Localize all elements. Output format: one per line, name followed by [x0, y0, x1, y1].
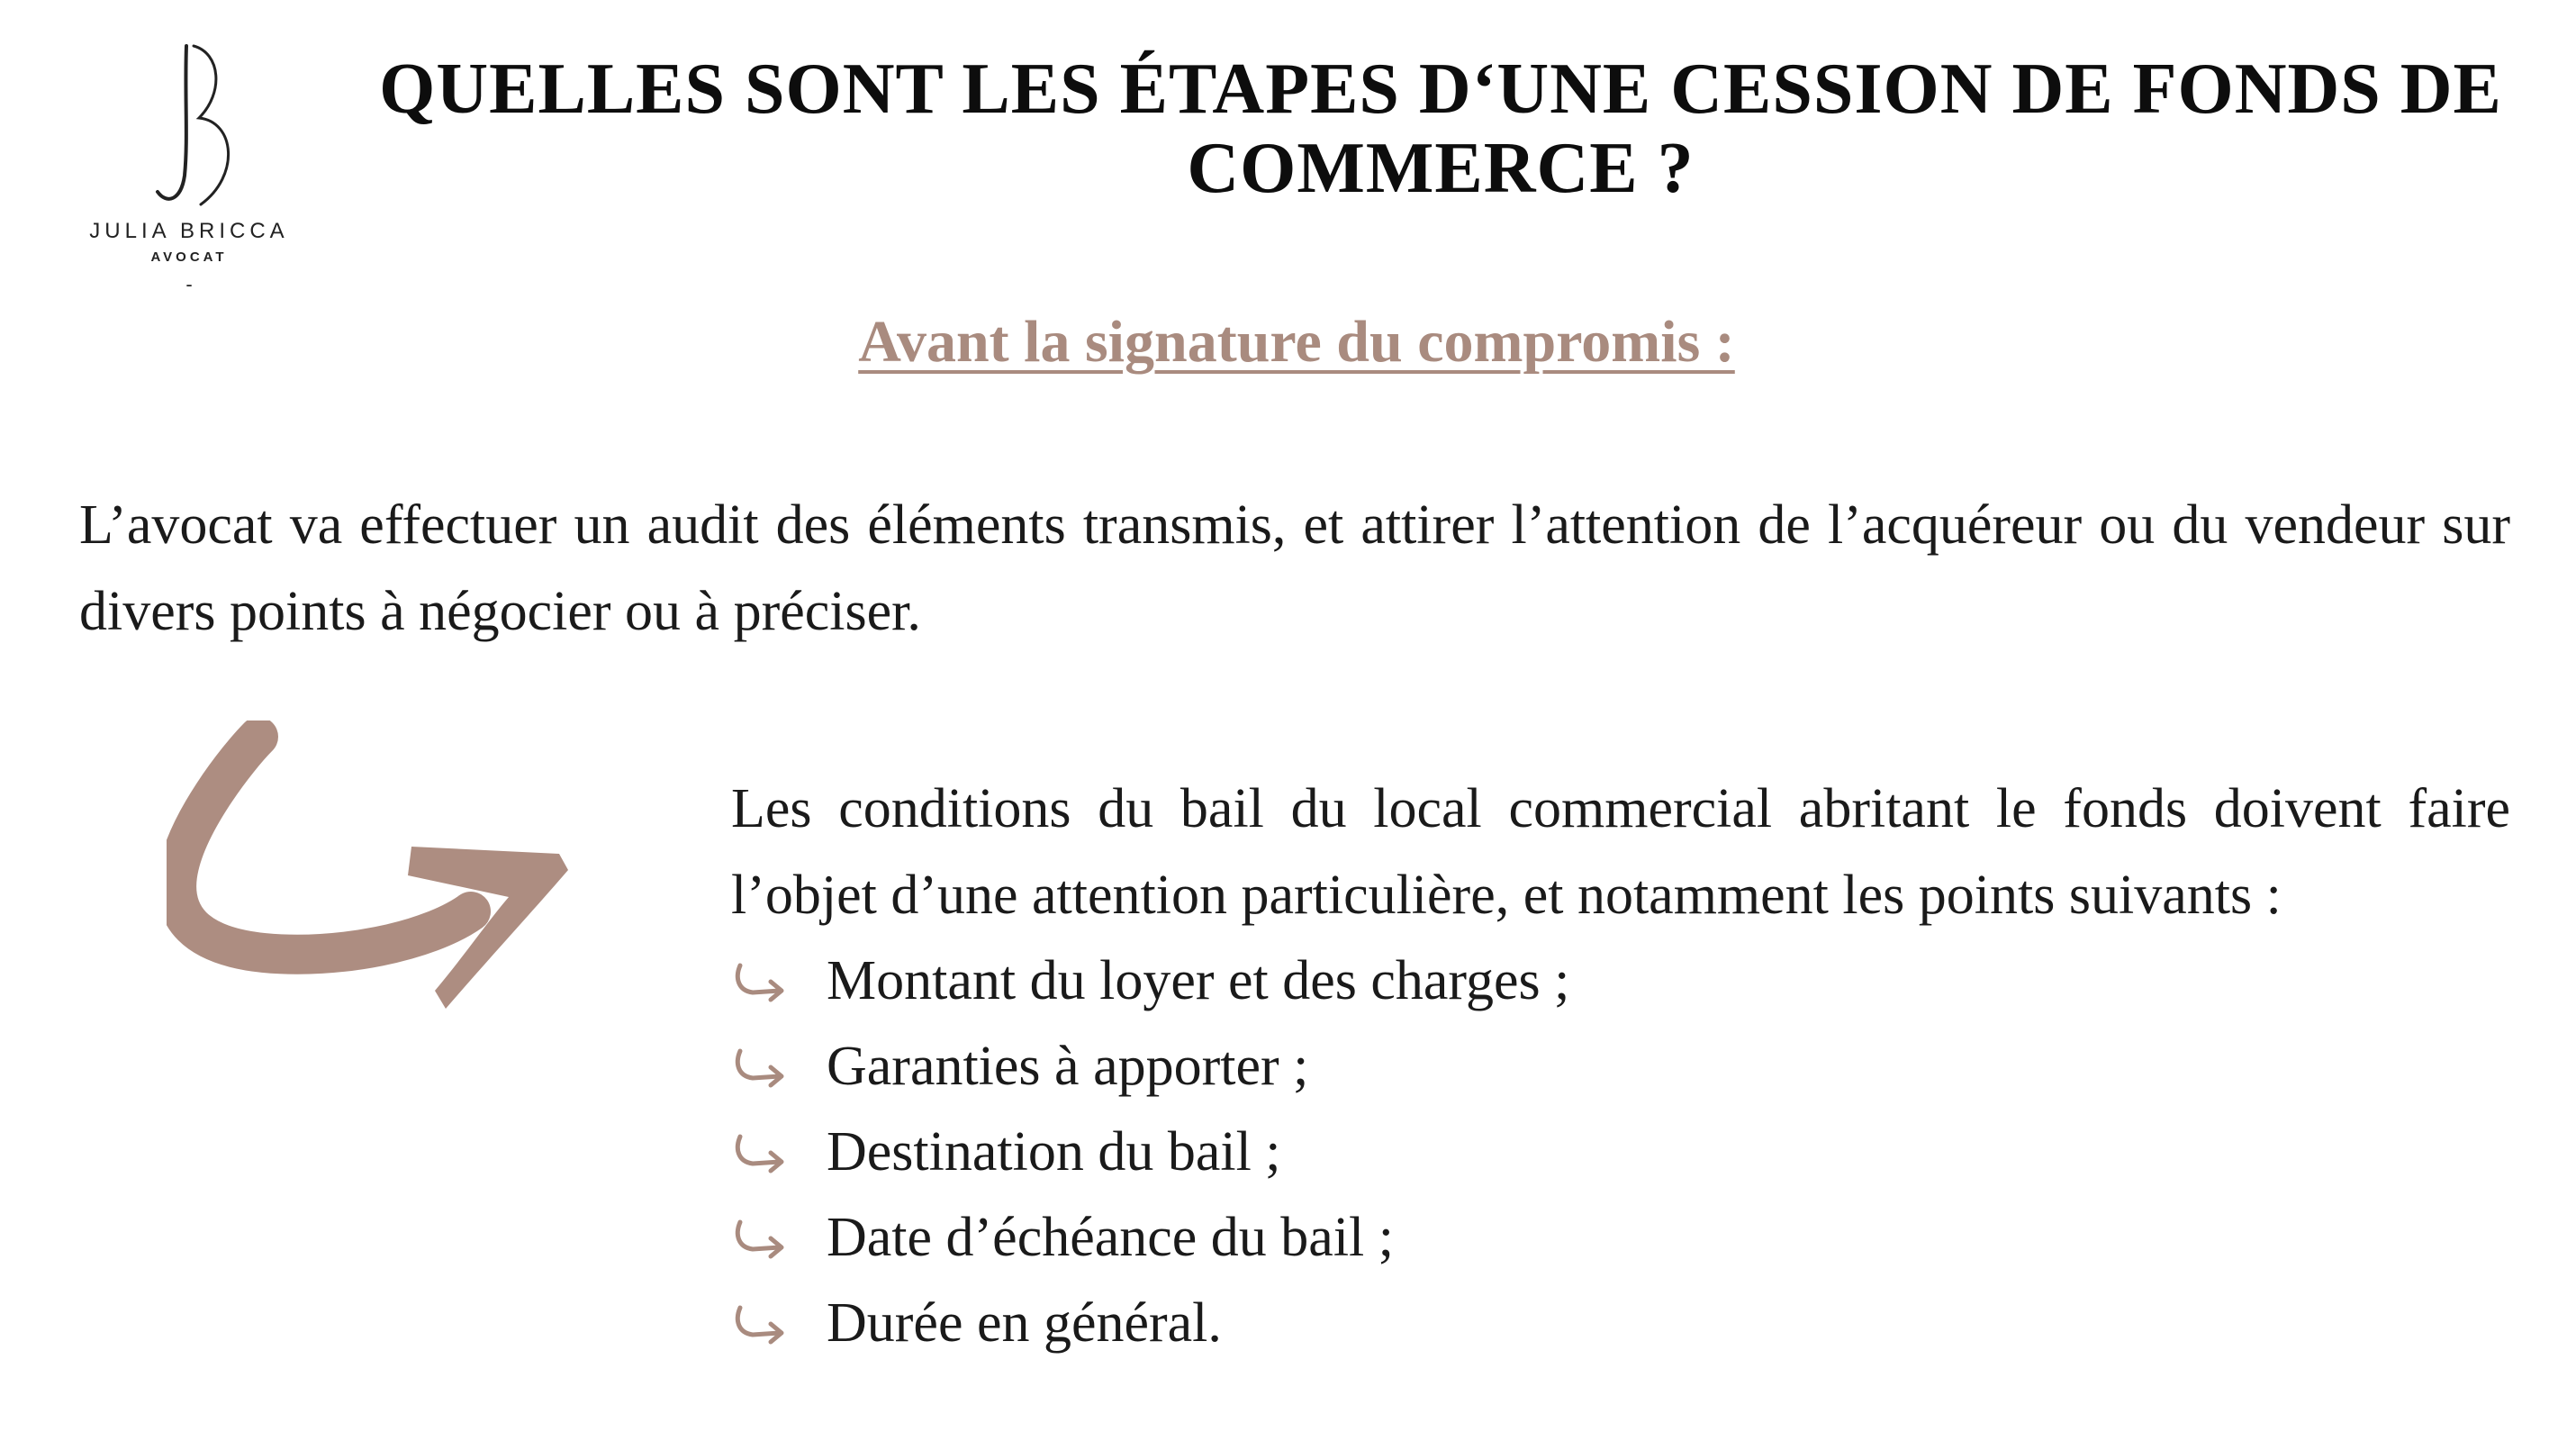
list-item-text: Date d’échéance du bail ;: [827, 1207, 1394, 1268]
logo-role: AVOCAT: [150, 249, 228, 265]
jb-monogram-icon: [131, 41, 248, 212]
list-item-text: Destination du bail ;: [827, 1121, 1281, 1183]
list-item: [731, 1281, 2510, 1366]
bullet-list: [731, 938, 2510, 1366]
list-item: [731, 1110, 2510, 1195]
page-title: QUELLES SONT LES ÉTAPES D‘UNE CESSION DE FONDS DE COMMERCE ?: [379, 50, 2502, 208]
intro-paragraph: L’avocat va effectuer un audit des éléments transmis, et attirer l’attention de l’acquéreur ou du vendeur sur divers points à négocier ou à préciser.: [79, 494, 2510, 642]
hook-arrow-icon: [731, 1302, 789, 1346]
hook-arrow-icon: [731, 1217, 789, 1260]
hook-arrow-icon: [731, 960, 789, 1003]
logo-dash: -: [185, 273, 193, 295]
curved-arrow-right-icon: [167, 720, 572, 1018]
logo-name: JULIA BRICCA: [89, 219, 289, 243]
list-item-text: Garanties à apporter ;: [827, 1036, 1309, 1097]
hook-arrow-icon: [731, 1046, 789, 1089]
bail-paragraph: Les conditions du bail du local commercial abritant le fonds doivent faire l’objet d’une attention particulière, et notamment les points suivants :: [731, 778, 2510, 926]
list-item-text: Durée en général.: [827, 1292, 1222, 1354]
logo: [86, 41, 293, 297]
section-subtitle: Avant la signature du compromis :: [858, 309, 1735, 375]
list-item: [731, 1195, 2510, 1281]
list-item: [731, 938, 2510, 1024]
hook-arrow-icon: [731, 1131, 789, 1174]
list-item-text: Montant du loyer et des charges ;: [827, 950, 1570, 1011]
list-item: [731, 1024, 2510, 1110]
